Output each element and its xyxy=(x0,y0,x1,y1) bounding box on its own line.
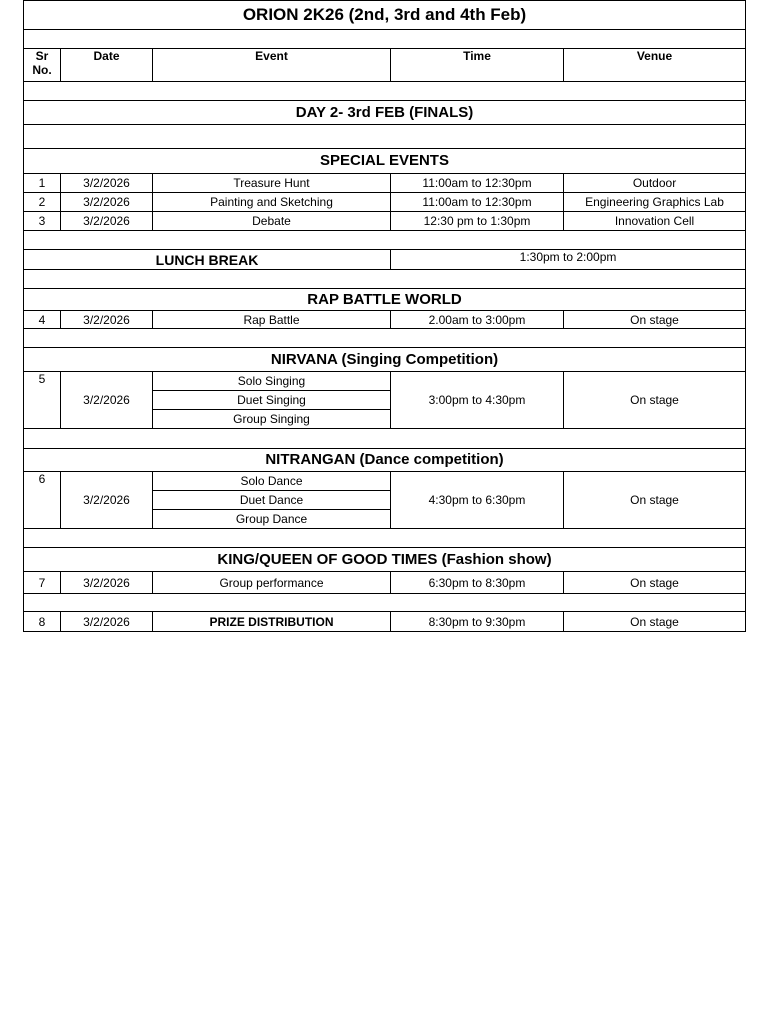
section-title-nitrangan: NITRANGAN (Dance competition) xyxy=(24,449,746,472)
spacer-row xyxy=(24,429,746,449)
cell-time: 8:30pm to 9:30pm xyxy=(391,612,564,632)
sub-event: Duet Dance xyxy=(153,491,390,510)
cell-event: Painting and Sketching xyxy=(153,193,391,212)
spacer-row xyxy=(24,231,746,250)
spacer-row xyxy=(24,82,746,101)
header-event: Event xyxy=(153,49,391,82)
cell-date: 3/2/2026 xyxy=(61,311,153,329)
cell-time: 11:00am to 12:30pm xyxy=(391,174,564,193)
spacer-row xyxy=(24,125,746,149)
spacer-row xyxy=(24,270,746,289)
lunch-break-label: LUNCH BREAK xyxy=(24,250,391,270)
schedule-table xyxy=(23,0,746,632)
table-row xyxy=(24,174,746,193)
cell-event-list xyxy=(153,472,391,529)
cell-venue: On stage xyxy=(564,472,746,529)
cell-time: 3:00pm to 4:30pm xyxy=(391,372,564,429)
cell-sr: 1 xyxy=(24,174,61,193)
header-time: Time xyxy=(391,49,564,82)
section-title-nirvana: NIRVANA (Singing Competition) xyxy=(24,348,746,372)
cell-date: 3/2/2026 xyxy=(61,372,153,429)
sub-event: Solo Dance xyxy=(153,472,390,491)
header-date: Date xyxy=(61,49,153,82)
cell-sr: 5 xyxy=(24,372,61,429)
cell-sr: 4 xyxy=(24,311,61,329)
cell-event: PRIZE DISTRIBUTION xyxy=(153,612,391,632)
spacer-row xyxy=(24,529,746,548)
spacer-row xyxy=(24,594,746,612)
header-sr: Sr No. xyxy=(24,49,61,82)
cell-venue: On stage xyxy=(564,311,746,329)
cell-venue: On stage xyxy=(564,612,746,632)
cell-event: Rap Battle xyxy=(153,311,391,329)
cell-date: 3/2/2026 xyxy=(61,174,153,193)
table-row xyxy=(24,612,746,632)
cell-time: 4:30pm to 6:30pm xyxy=(391,472,564,529)
sub-event: Solo Singing xyxy=(153,372,390,391)
cell-sr: 6 xyxy=(24,472,61,529)
cell-time: 2.00am to 3:00pm xyxy=(391,311,564,329)
cell-event-list xyxy=(153,372,391,429)
table-row xyxy=(24,372,746,429)
table-row xyxy=(24,193,746,212)
cell-date: 3/2/2026 xyxy=(61,212,153,231)
cell-event: Debate xyxy=(153,212,391,231)
cell-venue: On stage xyxy=(564,372,746,429)
section-title-special-events: SPECIAL EVENTS xyxy=(24,149,746,174)
cell-venue: Outdoor xyxy=(564,174,746,193)
cell-sr: 2 xyxy=(24,193,61,212)
section-title-fashion-show: KING/QUEEN OF GOOD TIMES (Fashion show) xyxy=(24,548,746,572)
table-row xyxy=(24,572,746,594)
sub-event: Duet Singing xyxy=(153,391,390,410)
schedule-title: ORION 2K26 (2nd, 3rd and 4th Feb) xyxy=(24,1,746,30)
table-row xyxy=(24,212,746,231)
cell-event: Treasure Hunt xyxy=(153,174,391,193)
cell-sr: 3 xyxy=(24,212,61,231)
cell-date: 3/2/2026 xyxy=(61,572,153,594)
cell-time: 11:00am to 12:30pm xyxy=(391,193,564,212)
lunch-break-time: 1:30pm to 2:00pm xyxy=(391,250,746,270)
cell-date: 3/2/2026 xyxy=(61,612,153,632)
section-title-rap-battle: RAP BATTLE WORLD xyxy=(24,289,746,311)
cell-time: 6:30pm to 8:30pm xyxy=(391,572,564,594)
cell-date: 3/2/2026 xyxy=(61,193,153,212)
day-title: DAY 2- 3rd FEB (FINALS) xyxy=(24,101,746,125)
table-row xyxy=(24,311,746,329)
cell-date: 3/2/2026 xyxy=(61,472,153,529)
table-row xyxy=(24,472,746,529)
cell-sr: 7 xyxy=(24,572,61,594)
sub-event: Group Singing xyxy=(233,412,310,426)
cell-time: 12:30 pm to 1:30pm xyxy=(391,212,564,231)
spacer-row xyxy=(24,329,746,348)
cell-venue: On stage xyxy=(564,572,746,594)
cell-sr: 8 xyxy=(24,612,61,632)
header-venue: Venue xyxy=(564,49,746,82)
sub-event: Group Dance xyxy=(235,512,308,526)
cell-event: Group performance xyxy=(153,572,391,594)
spacer-row xyxy=(24,30,746,49)
cell-venue: Innovation Cell xyxy=(564,212,746,231)
cell-venue: Engineering Graphics Lab xyxy=(564,193,746,212)
